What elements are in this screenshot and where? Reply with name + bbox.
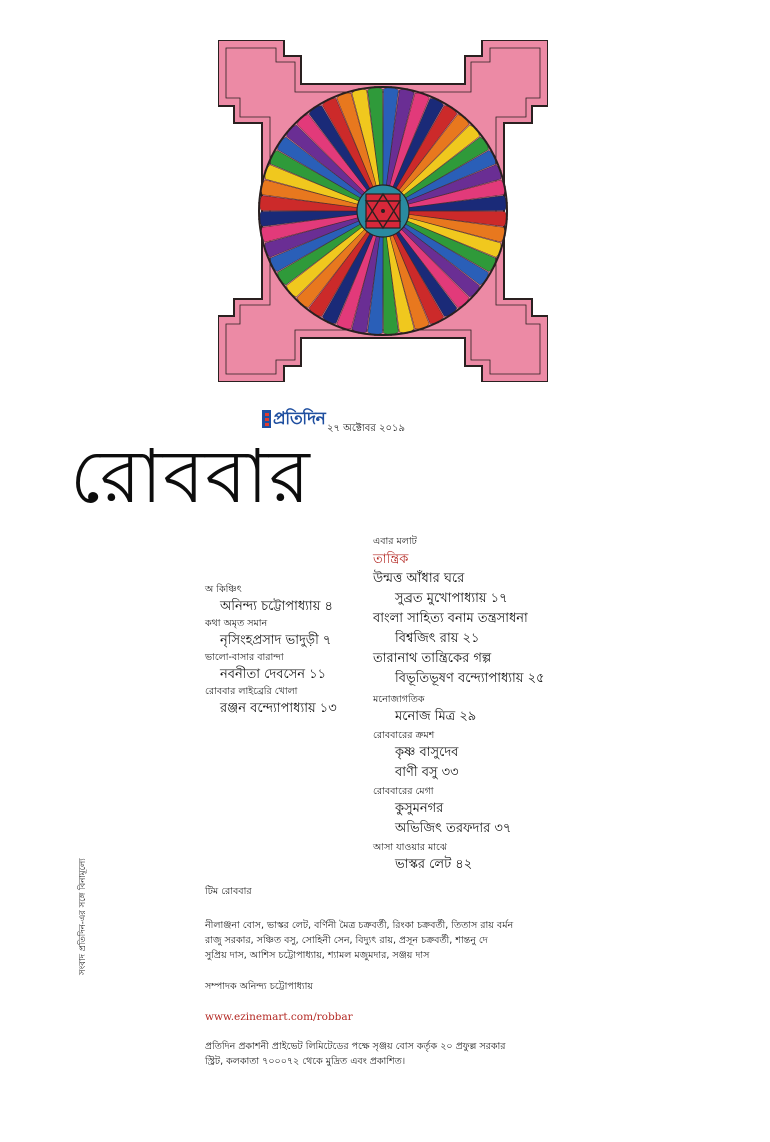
team-line: সুপ্রিয় দাস, আশিস চট্টোপাধ্যায়, শ্যামল মজুমদার, সঞ্জয় দাস: [205, 950, 430, 961]
team-line: নীলাঞ্জনা বোস, ভাস্কর লেট, বর্ণিনী মৈত্র চক্রবর্তী, রিংকা চক্রবর্তী, তিতাস রায় বর্মন: [205, 920, 514, 931]
contents-entry: বিভূতিভূষণ বন্দ্যোপাধ্যায় ২৫: [395, 671, 545, 686]
section-heading: রোববারের মেগা: [373, 786, 434, 797]
team-list: [205, 918, 513, 963]
side-note: সংবাদ প্রতিদিন-এর সঙ্গে বিনামূল্যে: [78, 858, 88, 975]
editor-credit: সম্পাদক অনিন্দ্য চট্টোপাধ্যায়: [205, 981, 314, 992]
contents-entry: নৃসিংহপ্রসাদ ভাদুড়ী ৭: [220, 633, 332, 648]
section-heading: কথা অমৃত সমান: [205, 618, 268, 629]
website-link[interactable]: www.ezinemart.com/robbar: [205, 1011, 353, 1023]
yantra-center: [357, 185, 409, 237]
imprint-line: স্ট্রিট, কলকাতা ৭০০০৭২ থেকে মুদ্রিত এবং প্রকাশিত।: [205, 1056, 406, 1067]
section-heading: ভালো-বাসার বারান্দা: [205, 652, 284, 663]
section-heading: রোববার লাইব্রেরি খোলা: [205, 686, 298, 697]
imprint-line: প্রতিদিন প্রকাশনী প্রাইভেট লিমিটেডের পক্ষে সৃঞ্জয় বোস কর্তৃক ২০ প্রফুল্ল সরকার: [205, 1041, 506, 1052]
contents-entry: ভাস্কর লেট ৪২: [395, 857, 473, 872]
contents-entry: কৃষ্ণ বাসুদেব: [395, 745, 459, 760]
contents-entry: নবনীতা দেবসেন ১১: [220, 667, 327, 682]
contents-right: [373, 535, 545, 875]
contents-entry: কুসুমনগর: [395, 801, 444, 816]
yantra-artwork: [218, 40, 548, 382]
contents-entry: মনোজ মিত্র ২৯: [395, 709, 477, 724]
contents-entry: সুব্রত মুখোপাধ্যায় ১৭: [395, 591, 508, 606]
brand-name: প্রতিদিন: [273, 409, 326, 429]
contents-entry: অনিন্দ্য চট্টোপাধ্যায় ৪: [220, 599, 333, 614]
contents-entry: বিশ্বজিৎ রায় ২১: [395, 631, 480, 646]
credits: [205, 885, 513, 1069]
section-heading: রোববারের ক্রমশ: [373, 730, 435, 741]
contents-entry: বাণী বসু ৩৩: [395, 765, 459, 780]
team-line: রাজু সরকার, সঞ্চিত বসু, সোহিনী সেন, বিদ্যুৎ রায়, প্রসূন চক্রবর্তী, শান্তনু দে: [205, 935, 488, 946]
team-label: টিম রোববার: [205, 886, 252, 897]
brand-logo: [262, 410, 325, 428]
cover-label: এবার মলাট: [373, 536, 417, 547]
cover-topic: তান্ত্রিক: [373, 552, 409, 567]
contents-entry: তারানাথ তান্ত্রিকের গল্প: [373, 651, 492, 666]
contents-entry: রঞ্জন বন্দ্যোপাধ্যায় ১৩: [220, 701, 337, 716]
contents-entry: বাংলা সাহিত্য বনাম তন্ত্রসাধনা: [373, 611, 528, 626]
section-heading: অ কিঞ্চিৎ: [205, 584, 242, 595]
brand-logo-mark: [262, 410, 271, 428]
contents-entry: উন্মত্ত আঁধার ঘরে: [373, 571, 465, 586]
contents-entry: অভিজিৎ তরফদার ৩৭: [395, 821, 512, 836]
section-heading: মনোজাগতিক: [373, 694, 425, 705]
issue-date: ২৭ অক্টোবর ২০১৯: [327, 423, 406, 434]
section-heading: আসা যাওয়ার মাঝে: [373, 842, 447, 853]
magazine-title: রোববার: [70, 434, 311, 520]
imprint: [205, 1039, 513, 1069]
contents-left: [205, 583, 337, 719]
